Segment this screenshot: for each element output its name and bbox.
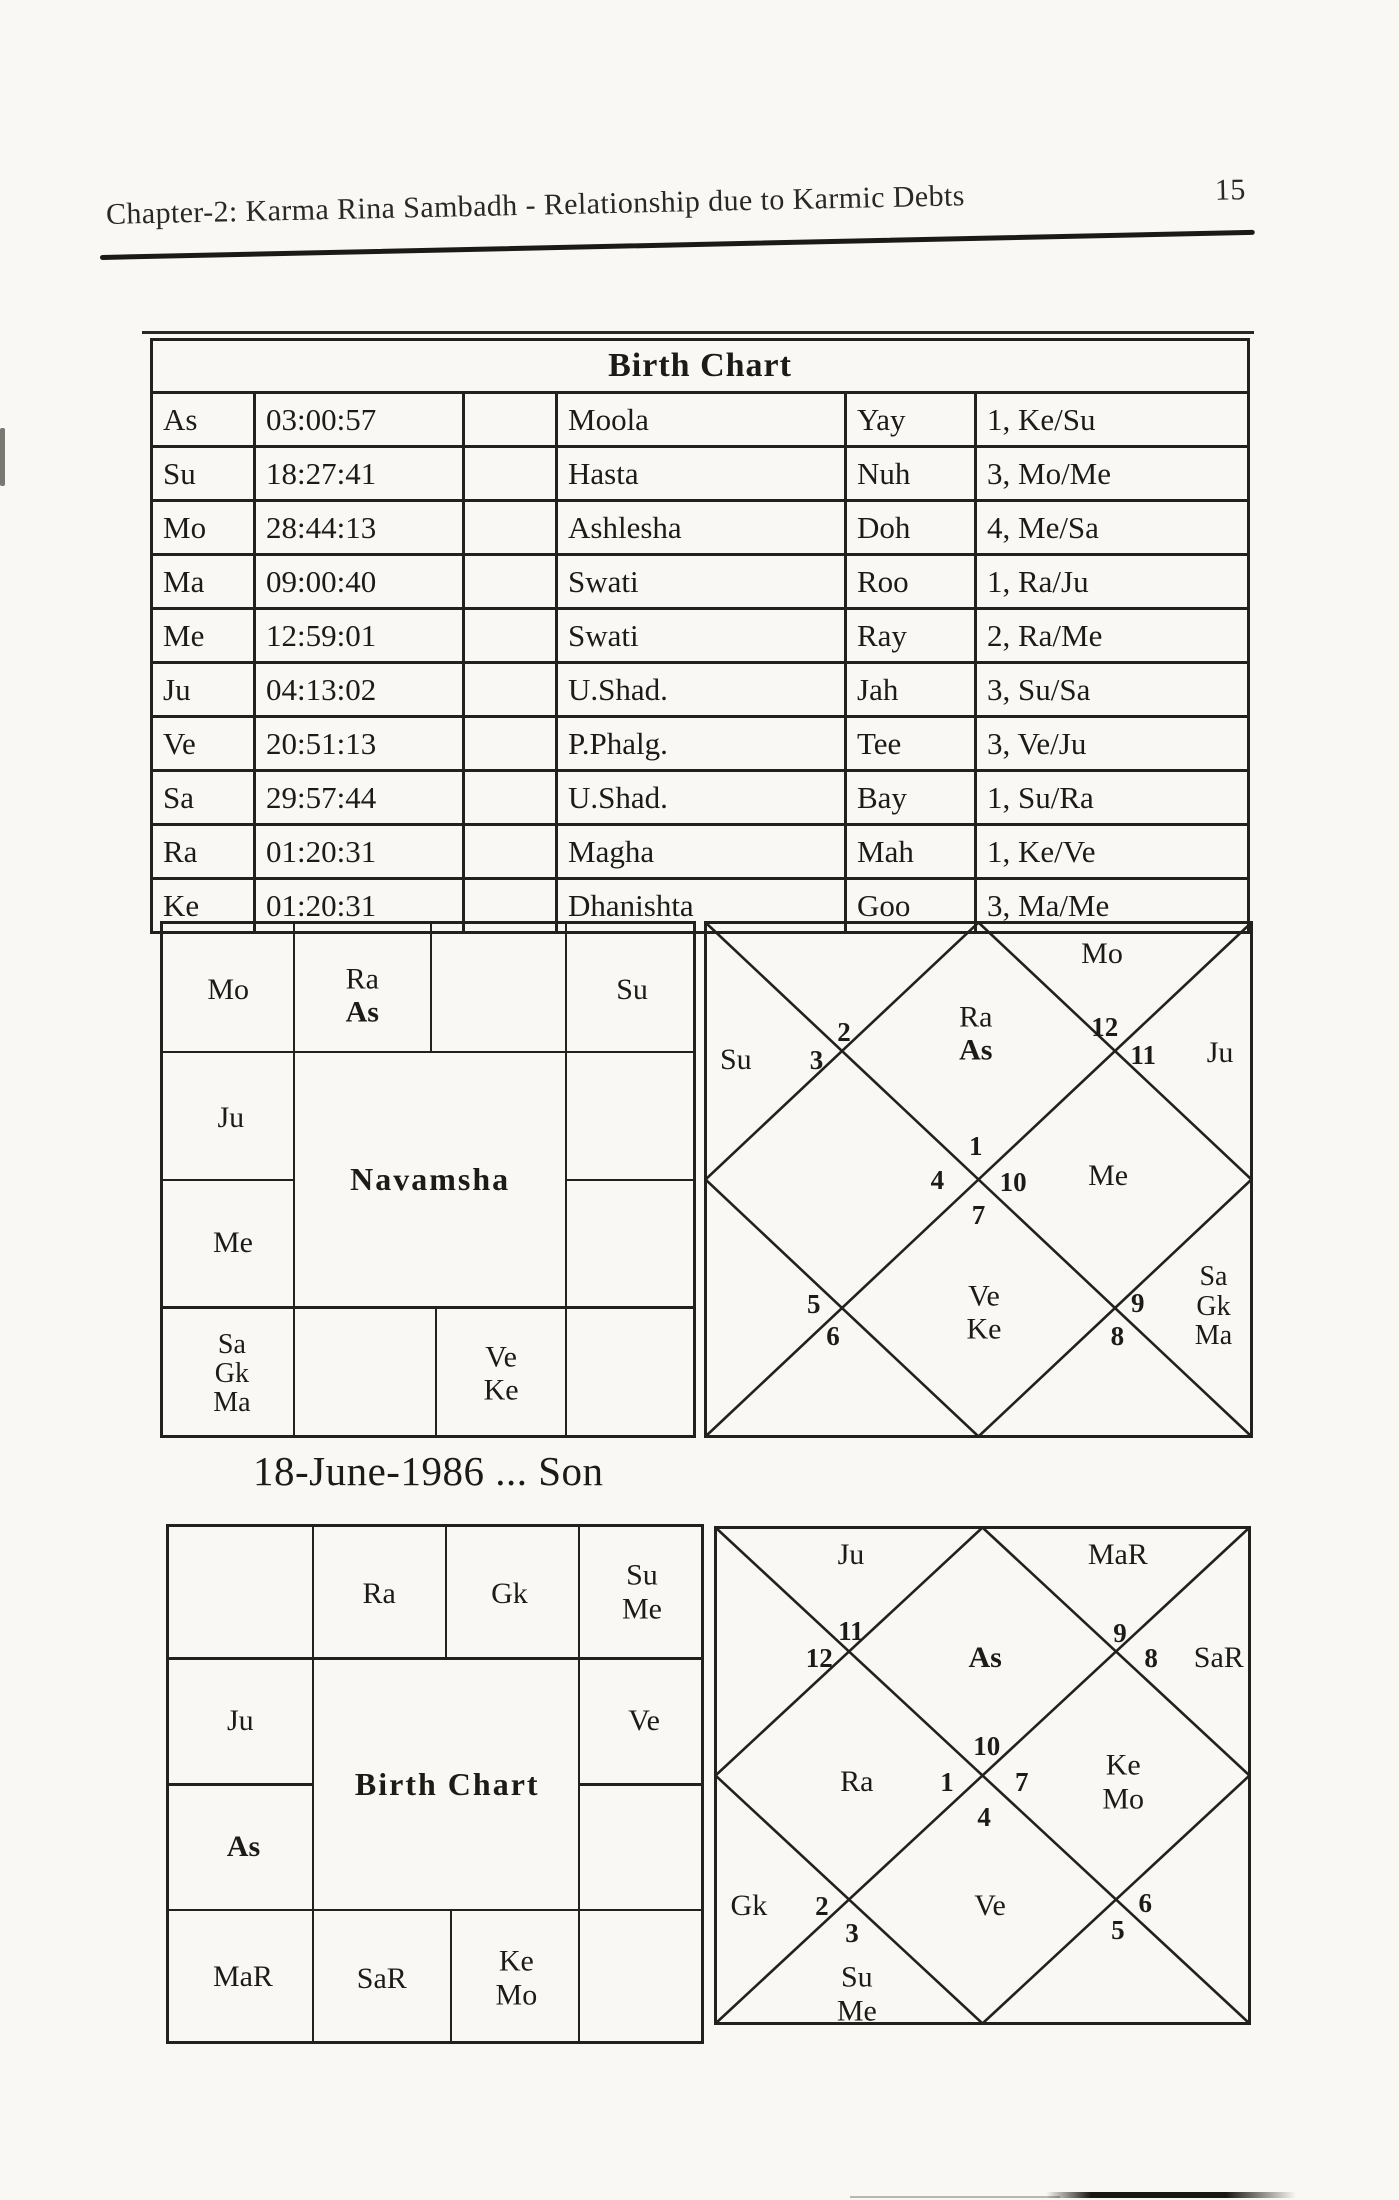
cell-deg — [464, 771, 557, 825]
planet-label-ra: Ra — [959, 1000, 993, 1034]
grid-line — [566, 1179, 693, 1182]
page-header — [106, 173, 1246, 232]
cell-pada: 3, Ve/Ju — [976, 717, 1249, 771]
cell-deg — [464, 825, 557, 879]
cell-time: 04:13:02 — [255, 663, 464, 717]
cell-syllable: Goo — [846, 879, 976, 933]
cell-deg — [464, 609, 557, 663]
cell-nakshatra: U.Shad. — [557, 771, 846, 825]
planet-label-me: Me — [836, 1994, 877, 2028]
cell-pada: 1, Su/Ra — [976, 771, 1249, 825]
scan-artifact-bar — [1046, 2192, 1296, 2198]
table-row — [152, 501, 1249, 555]
planet-label-su: Su — [626, 1558, 658, 1592]
cell-planet: Sa — [152, 771, 255, 825]
cell-time: 20:51:13 — [255, 717, 464, 771]
ascendant-label: As — [226, 1829, 261, 1863]
cell-time: 28:44:13 — [255, 501, 464, 555]
cell-time: 29:57:44 — [255, 771, 464, 825]
planet-label-ve-ke — [484, 1340, 519, 1407]
cell-pada: 4, Me/Sa — [976, 501, 1249, 555]
grid-line — [312, 1527, 315, 2041]
cell-pada: 1, Ke/Ve — [976, 825, 1249, 879]
house-number-9: 9 — [1113, 1618, 1127, 1649]
ascendant-label: As — [345, 995, 379, 1029]
planet-label-su-me — [622, 1559, 662, 1626]
house-number-12: 12 — [1091, 1011, 1119, 1042]
cell-deg — [464, 717, 557, 771]
table-title: Birth Chart — [152, 340, 1249, 393]
planet-label-sar: SaR — [1193, 1640, 1244, 1674]
planet-label-gk: Gk — [491, 1577, 528, 1611]
planet-label-ke-mo — [1102, 1748, 1144, 1815]
grid-line — [579, 1783, 701, 1786]
planet-label-mo: Mo — [1081, 936, 1123, 970]
cell-pada: 1, Ra/Ju — [976, 555, 1249, 609]
table-row — [152, 609, 1249, 663]
planet-label-ke-mo — [496, 1945, 538, 2012]
cell-pada: 2, Ra/Me — [976, 609, 1249, 663]
cell-nakshatra: Hasta — [557, 447, 846, 501]
table-row — [152, 771, 1249, 825]
cell-deg — [464, 663, 557, 717]
planet-label-sa: Sa — [1199, 1261, 1228, 1293]
house-number-6: 6 — [826, 1320, 840, 1351]
table-title-row — [152, 340, 1249, 393]
planet-label-su-me — [837, 1960, 877, 2027]
cell-deg — [464, 447, 557, 501]
planet-label-ke: Ke — [498, 1944, 534, 1978]
cell-nakshatra: Magha — [557, 825, 846, 879]
planet-label-gk: Gk — [730, 1889, 768, 1923]
table-row — [152, 555, 1249, 609]
cell-planet: Ke — [152, 879, 255, 933]
planet-label-mo: Mo — [495, 1978, 538, 2012]
cell-syllable: Yay — [846, 393, 976, 447]
planet-label-gk: Gk — [1196, 1290, 1231, 1322]
cell-syllable: Ray — [846, 609, 976, 663]
table-top-line — [142, 331, 1254, 334]
house-number-1: 1 — [969, 1131, 983, 1162]
cell-nakshatra: Swati — [557, 555, 846, 609]
table-row — [152, 447, 1249, 501]
birth-chart-table — [150, 338, 1250, 934]
cell-planet: Mo — [152, 501, 255, 555]
scan-edge-mark — [0, 428, 5, 486]
planet-label-mo: Mo — [207, 973, 250, 1007]
cell-time: 12:59:01 — [255, 609, 464, 663]
house-number-11: 11 — [1130, 1040, 1156, 1071]
cell-nakshatra: Swati — [557, 609, 846, 663]
cell-planet: Su — [152, 447, 255, 501]
chart-title-birth-chart: Birth Chart — [354, 1766, 540, 1803]
planet-label-me: Me — [621, 1592, 662, 1626]
planet-label-ve-ke — [966, 1279, 1001, 1346]
planet-label-mo: Mo — [1102, 1781, 1145, 1815]
house-number-7: 7 — [1014, 1766, 1029, 1797]
planet-label-sa-gk-ma — [213, 1330, 250, 1418]
birth-diamond-chart — [714, 1526, 1251, 2028]
planet-label-sa: Sa — [217, 1328, 246, 1360]
house-number-5: 5 — [1111, 1915, 1125, 1946]
planet-label-ve: Ve — [628, 1704, 660, 1738]
cell-pada: 3, Ma/Me — [976, 879, 1249, 933]
grid-line — [450, 1910, 453, 2041]
planet-label-ra: Ra — [362, 1577, 396, 1611]
planet-label-su: Su — [719, 1042, 752, 1076]
cell-syllable: Tee — [846, 717, 976, 771]
planet-label-ma: Ma — [213, 1387, 251, 1419]
cell-nakshatra: Moola — [557, 393, 846, 447]
cell-pada: 3, Su/Sa — [976, 663, 1249, 717]
cell-planet: Me — [152, 609, 255, 663]
house-number-3: 3 — [845, 1918, 859, 1949]
cell-syllable: Mah — [846, 825, 976, 879]
birth-square-chart — [166, 1524, 704, 2044]
planet-label-su: Su — [616, 973, 648, 1007]
cell-planet: Ra — [152, 825, 255, 879]
planet-label-ju: Ju — [837, 1538, 865, 1572]
house-number-5: 5 — [807, 1288, 821, 1319]
planet-label-ke: Ke — [1105, 1748, 1141, 1782]
planet-label-gk: Gk — [214, 1357, 250, 1389]
house-number-4: 4 — [977, 1801, 991, 1832]
chapter-title: Chapter-2: Karma Rina Sambadh - Relationship due to Karmic Debts — [105, 179, 966, 231]
cell-syllable: Bay — [846, 771, 976, 825]
navamsha-square-chart — [160, 921, 696, 1438]
cell-nakshatra: U.Shad. — [557, 663, 846, 717]
cell-time: 18:27:41 — [255, 447, 464, 501]
house-number-10: 10 — [973, 1730, 1001, 1761]
cell-syllable: Doh — [846, 501, 976, 555]
grid-line — [565, 924, 568, 1435]
house-number-8: 8 — [1110, 1320, 1125, 1351]
planet-label-ke: Ke — [966, 1312, 1002, 1346]
cell-time: 03:00:57 — [255, 393, 464, 447]
page-number: 15 — [1214, 173, 1247, 207]
planet-label-ju: Ju — [226, 1704, 254, 1738]
grid-line — [169, 1783, 313, 1786]
cell-pada: 3, Mo/Me — [976, 447, 1249, 501]
grid-line — [578, 1527, 581, 2041]
diamond-chart-lines — [714, 1526, 1251, 2025]
grid-line — [169, 1909, 701, 1912]
grid-line — [169, 1657, 701, 1660]
chart-title-navamsha: Navamsha — [350, 1160, 511, 1197]
planet-label-ve: Ve — [974, 1889, 1006, 1923]
cell-deg — [464, 501, 557, 555]
cell-time: 09:00:40 — [255, 555, 464, 609]
cell-nakshatra: Ashlesha — [557, 501, 846, 555]
planet-label-ra-as — [959, 1000, 992, 1067]
planet-label-sa-gk-ma — [1195, 1262, 1232, 1350]
cell-planet: Ma — [152, 555, 255, 609]
cell-planet: Ju — [152, 663, 255, 717]
grid-line — [163, 1306, 693, 1309]
birth-date-caption: 18-June-1986 ... Son — [253, 1448, 604, 1494]
planet-label-ve: Ve — [968, 1279, 1000, 1313]
cell-pada: 1, Ke/Su — [976, 393, 1249, 447]
table-row — [152, 825, 1249, 879]
cell-time: 01:20:31 — [255, 879, 464, 933]
house-number-8: 8 — [1144, 1642, 1158, 1673]
planet-label-ve: Ve — [485, 1340, 517, 1374]
house-number-10: 10 — [999, 1166, 1027, 1197]
cell-planet: As — [152, 393, 255, 447]
table-row — [152, 393, 1249, 447]
ascendant-label: As — [959, 1033, 993, 1067]
house-number-11: 11 — [838, 1615, 864, 1646]
planet-label-mar: MaR — [212, 1960, 273, 1994]
planet-label-ju: Ju — [217, 1101, 245, 1135]
planet-label-ra-as — [346, 962, 379, 1029]
house-number-7: 7 — [971, 1199, 986, 1230]
grid-line — [163, 1051, 693, 1054]
cell-planet: Ve — [152, 717, 255, 771]
ascendant-label: As — [968, 1640, 1002, 1674]
cell-deg — [464, 393, 557, 447]
table-row — [152, 663, 1249, 717]
cell-time: 01:20:31 — [255, 825, 464, 879]
house-number-12: 12 — [805, 1642, 833, 1673]
house-number-9: 9 — [1130, 1287, 1145, 1318]
navamsha-diamond-chart — [704, 921, 1253, 1438]
planet-label-ju: Ju — [1206, 1036, 1234, 1070]
planet-label-me: Me — [1088, 1159, 1129, 1193]
grid-line — [293, 924, 296, 1435]
house-number-4: 4 — [930, 1164, 945, 1195]
house-number-3: 3 — [809, 1044, 824, 1075]
diamond-chart-lines — [704, 921, 1253, 1438]
planet-label-ke: Ke — [483, 1373, 519, 1407]
scan-artifact-line — [850, 2196, 1060, 2198]
house-number-6: 6 — [1138, 1888, 1152, 1919]
cell-nakshatra: P.Phalg. — [557, 717, 846, 771]
grid-line — [163, 1179, 294, 1182]
planet-label-sar: SaR — [356, 1962, 407, 1996]
grid-line — [445, 1527, 448, 1658]
house-number-2: 2 — [837, 1017, 851, 1048]
cell-syllable: Jah — [846, 663, 976, 717]
cell-syllable: Roo — [846, 555, 976, 609]
grid-line — [435, 1307, 438, 1435]
house-number-2: 2 — [815, 1891, 829, 1922]
header-rule — [100, 230, 1255, 260]
planet-label-mar: MaR — [1087, 1538, 1148, 1572]
planet-label-su: Su — [840, 1960, 873, 1994]
grid-line — [430, 924, 433, 1052]
planet-label-ra: Ra — [840, 1765, 874, 1799]
house-number-1: 1 — [940, 1766, 954, 1797]
cell-syllable: Nuh — [846, 447, 976, 501]
planet-label-ma: Ma — [1194, 1319, 1233, 1351]
planet-label-ra: Ra — [345, 961, 379, 995]
cell-nakshatra: Dhanishta — [557, 879, 846, 933]
cell-deg — [464, 555, 557, 609]
planet-label-me: Me — [212, 1226, 253, 1260]
table-row — [152, 717, 1249, 771]
